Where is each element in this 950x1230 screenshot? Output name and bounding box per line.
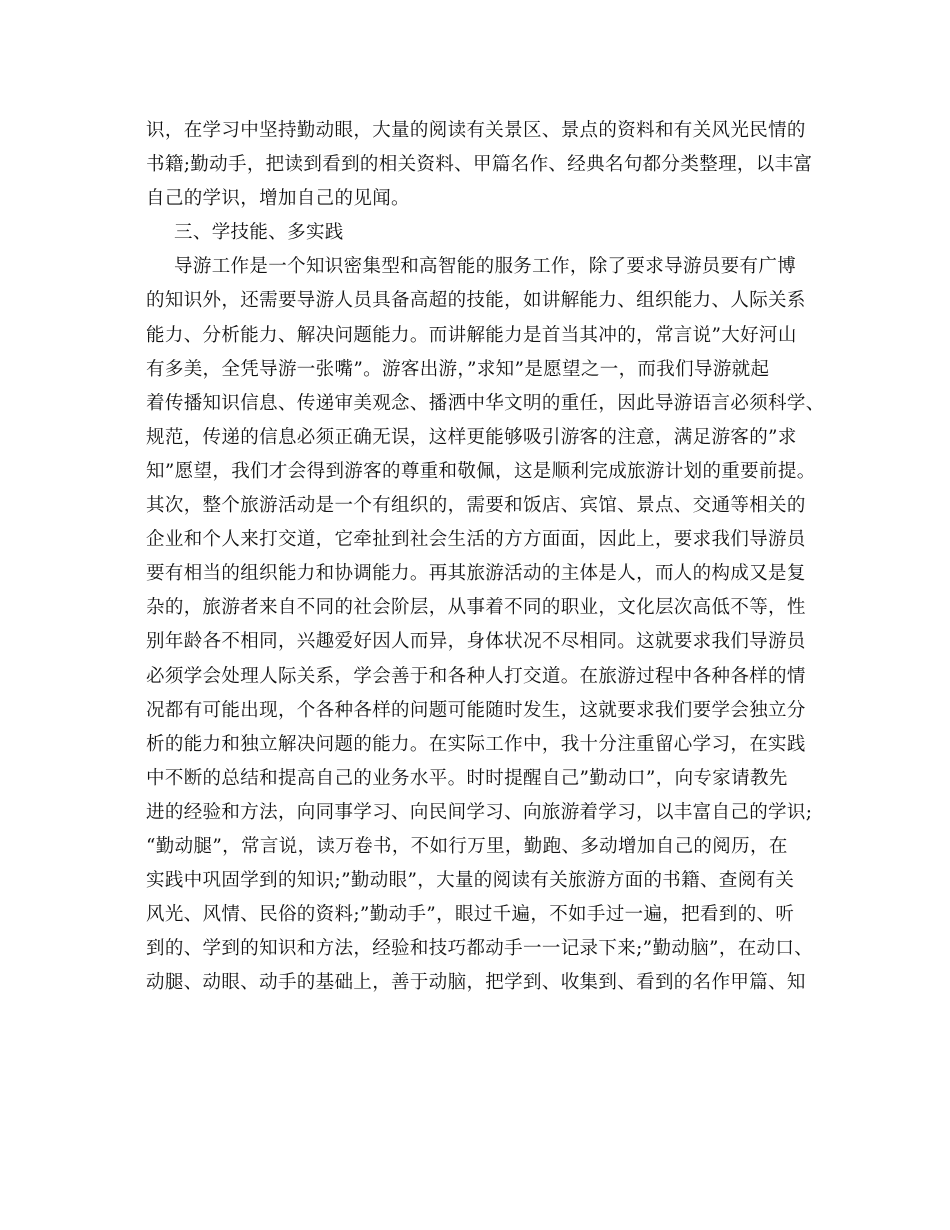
paragraph-line: “勤动腿”，常言说，读万卷书，不如行万里，勤跑、多动增加自己的阅历，在 [146,835,788,857]
paragraph-line: 风光、风情、民俗的资料;”勤动手”，眼过千遍，不如手过一遍，把看到的、听 [146,904,795,926]
paragraph-line: 要有相当的组织能力和协调能力。再其旅游活动的主体是人，而人的构成又是复 [146,563,806,585]
paragraph-line: 有多美，全凭导游一张嘴”。游客出游，”求知”是愿望之一，而我们导游就起 [146,358,770,380]
paragraph-line: 导游工作是一个知识密集型和高智能的服务工作，除了要求导游员要有广博 [174,256,797,278]
paragraph-line: 况都有可能出现，个各种各样的问题可能随时发生，这就要求我们要学会独立分 [146,699,806,721]
paragraph-line: 杂的，旅游者来自不同的社会阶层，从事着不同的职业，文化层次高低不等，性 [146,597,806,619]
paragraph-line: 书籍;勤动手，把读到看到的相关资料、甲篇名作、经典名句都分类整理，以丰富 [146,154,813,176]
paragraph-line: 规范，传递的信息必须正确无误，这样更能够吸引游客的注意，满足游客的”求 [146,426,797,448]
paragraph-line: 企业和个人来打交道，它牵扯到社会生活的方方面面，因此上，要求我们导游员 [146,529,806,551]
paragraph-line: 知”愿望，我们才会得到游客的尊重和敬佩，这是顺利完成旅游计划的重要前提。 [146,460,816,482]
paragraph-line: 其次，整个旅游活动是一个有组织的，需要和饭店、宾馆、景点、交通等相关的 [146,495,806,517]
paragraph-line: 到的、学到的知识和方法，经验和技巧都动手一一记录下来;”勤动脑”，在动口、 [146,938,814,960]
paragraph-line: 析的能力和独立解决问题的能力。在实际工作中，我十分注重留心学习，在实践 [146,733,806,755]
paragraph-line: 实践中巩固学到的知识;”勤动眼”，大量的阅读有关旅游方面的书籍、查阅有关 [146,870,795,892]
paragraph-line: 中不断的总结和提高自己的业务水平。时时提醒自己”勤动口”，向专家请教先 [146,767,788,789]
paragraph-line: 进的经验和方法，向同事学习、向民间学习、向旅游着学习，以丰富自己的学识; [146,801,813,823]
paragraph-line: 着传播知识信息、传递审美观念、播洒中华文明的重任，因此导游语言必须科学、 [146,392,825,414]
paragraph-line: 的知识外，还需要导游人员具备高超的技能，如讲解能力、组织能力、人际关系 [146,290,806,312]
paragraph-line: 别年龄各不相同，兴趣爱好因人而异，身体状况不尽相同。这就要求我们导游员 [146,631,806,653]
paragraph-line: 能力、分析能力、解决问题能力。而讲解能力是首当其冲的，常言说”大好河山 [146,324,797,346]
paragraph-line: 必须学会处理人际关系，学会善于和各种人打交道。在旅游过程中各种各样的情 [146,665,806,687]
paragraph-line: 识，在学习中坚持勤动眼，大量的阅读有关景区、景点的资料和有关风光民情的 [146,120,806,141]
document-body [146,114,826,1000]
section-heading: 三、学技能、多实践 [174,222,344,244]
paragraph-line: 自己的学识，增加自己的见闻。 [146,188,410,210]
paragraph-line: 动腿、动眼、动手的基础上，善于动脑，把学到、收集到、看到的名作甲篇、知 [146,972,806,994]
